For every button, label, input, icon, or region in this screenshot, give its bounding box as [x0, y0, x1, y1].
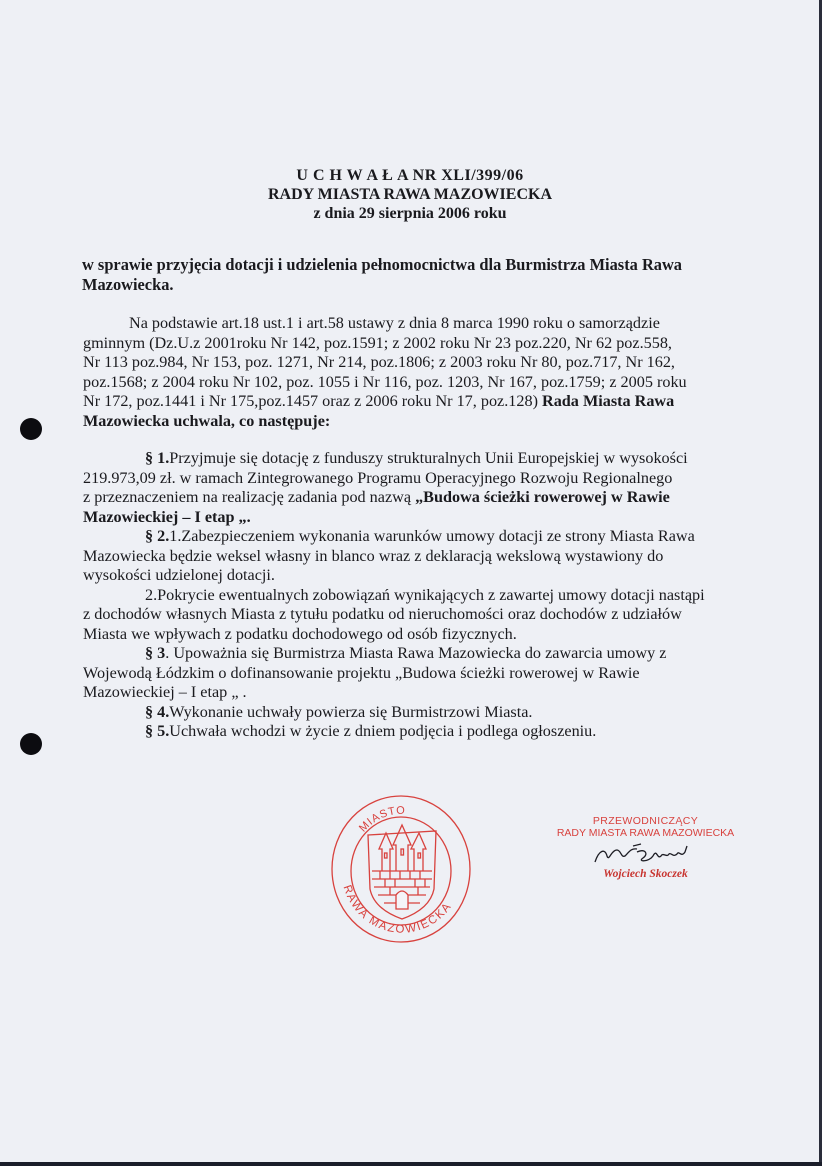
signature-block [548, 815, 743, 880]
preamble-line [83, 412, 733, 432]
scan-edge-bottom [0, 1162, 822, 1166]
section-text: z przeznaczeniem na realizację zadania pod nazwą [83, 488, 416, 506]
section-line: Wojewodą Łódzkim o dofinansowanie projektu „Budowa ścieżki rowerowej w Rawie [83, 663, 640, 682]
section-mark: § 3 [145, 644, 166, 662]
section-line: 2.Pokrycie ewentualnych zobowiązań wynikających z zawartej umowy dotacji nastąpi [145, 585, 705, 604]
section-line [83, 703, 733, 723]
section-mark: § 1. [145, 449, 170, 467]
section-3 [83, 644, 733, 703]
section-line: 219.973,09 zł. w ramach Zintegrowanego Programu Operacyjnego Rozwoju Regionalnego [83, 468, 673, 487]
section-mark: § 4. [145, 703, 170, 721]
seal-bottom-text: RAWA MAZOWIECKA [340, 883, 455, 936]
project-name: Mazowieckiej – I etap „. [83, 507, 251, 526]
preamble [83, 314, 733, 431]
section-line: Miasta we wpływach z podatku dochodowego od osób fizycznych. [83, 624, 517, 643]
preamble-bold-text: Mazowiecka uchwala, co następuje: [83, 411, 331, 430]
section-text: 1.Zabezpieczeniem wykonania warunków umowy dotacji ze strony Miasta Rawa [169, 527, 695, 545]
signatory-council: RADY MIASTA RAWA MAZOWIECKA [556, 827, 735, 839]
resolution-number: U C H W A Ł A NR XLI/399/06 [296, 167, 524, 184]
section-line [83, 527, 733, 547]
section-mark: § 2. [145, 527, 170, 545]
resolution-subject [82, 255, 732, 295]
preamble-line: Na podstawie art.18 ust.1 i art.58 ustawy z dnia 8 marca 1990 roku o samorządzie [129, 314, 660, 332]
svg-text:MIASTO: MIASTO [356, 804, 406, 835]
svg-text:RAWA MAZOWIECKA [341, 884, 455, 936]
section-mark: § 5. [145, 722, 170, 740]
council-name: RADY MIASTA RAWA MAZOWIECKA [267, 186, 553, 203]
section-text: Wykonanie uchwały powierza się Burmistrzowi Miasta. [169, 703, 533, 721]
preamble-line: poz.1568; z 2004 roku Nr 102, poz. 1055 i Nr 116, poz. 1203, Nr 167, poz.1759; z 2005 roku [83, 372, 687, 391]
preamble-line: gminnym (Dz.U.z 2001roku Nr 142, poz.1591; z 2002 roku Nr 23 poz.220, Nr 62 poz.558, [83, 333, 672, 352]
preamble-bold-text: Rada Miasta Rawa [542, 392, 675, 410]
subject-line: Mazowiecka. [82, 275, 174, 294]
section-1 [83, 449, 733, 527]
section-line [83, 488, 733, 508]
punch-hole [20, 418, 42, 440]
signatory-title: PRZEWODNICZĄCY [592, 815, 699, 827]
section-line [83, 508, 733, 528]
preamble-line [83, 392, 733, 412]
section-4 [83, 703, 733, 723]
section-text: Przyjmuje się dotację z funduszy strukturalnych Unii Europejskiej w wysokości [169, 449, 688, 467]
seal-ring-text [330, 787, 472, 945]
section-line [83, 644, 733, 664]
handwritten-signature-icon [591, 840, 701, 866]
project-name: „Budowa ścieżki rowerowej w Rawie [415, 488, 670, 506]
section-5 [83, 722, 733, 742]
preamble-line: Nr 113 poz.984, Nr 153, poz. 1271, Nr 214, poz.1806; z 2003 roku Nr 80, poz.717, Nr 162, [83, 353, 675, 371]
resolution-date: z dnia 29 sierpnia 2006 roku [313, 205, 507, 222]
punch-hole [20, 733, 42, 755]
section-text: Uchwała wchodzi w życie z dniem podjęcia i podlega ogłoszeniu. [169, 722, 597, 740]
section-line [83, 449, 733, 469]
resolution-header [200, 166, 620, 223]
section-line: wysokości udzielonej dotacji. [83, 566, 275, 584]
section-line: Mazowieckiej – I etap „ . [83, 683, 247, 701]
section-line: z dochodów własnych Miasta z tytułu podatku od nieruchomości oraz dochodów z udziałów [83, 605, 682, 623]
section-line: Mazowiecka będzie weksel własny in blanco wraz z deklaracją wekslową wystawiony do [83, 546, 664, 565]
subject-line: w sprawie przyjęcia dotacji i udzielenia pełnomocnictwa dla Burmistrza Miasta Rawa [82, 255, 683, 274]
signatory-name: Wojciech Skoczek [603, 868, 688, 880]
section-text: . Upoważnia się Burmistrza Miasta Rawa Mazowiecka do zawarcia umowy z [165, 644, 667, 662]
section-line [83, 722, 733, 742]
preamble-text: Nr 172, poz.1441 i Nr 175,poz.1457 oraz z 2006 roku Nr 17, poz.128) [83, 392, 543, 410]
section-2 [83, 527, 733, 644]
